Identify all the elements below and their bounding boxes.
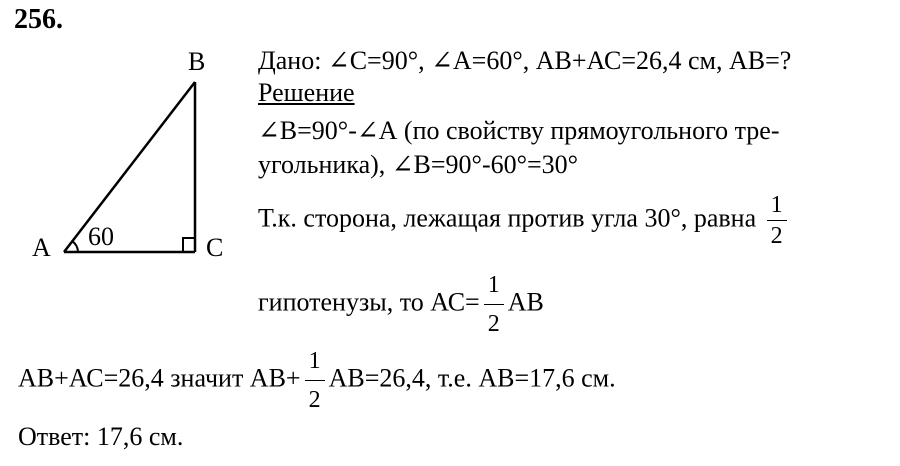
vertex-a-label: A	[32, 233, 51, 262]
solution-line-3	[258, 192, 791, 249]
vertex-b-label: B	[188, 47, 206, 76]
side-ab	[64, 82, 195, 252]
triangle-figure	[0, 0, 250, 280]
solution-line-3-text: Т.к. сторона, лежащая против угла 30°, равна	[258, 203, 757, 233]
problem-number: 256.	[14, 4, 63, 35]
solution-line-1: ∠В=90°-∠А (по свойству прямоугольного тре-	[258, 116, 780, 145]
fraction-one-half-3	[305, 348, 325, 413]
given-line: Дано: ∠С=90°, ∠А=60°, АВ+АС=26,4 см, АВ=?	[258, 46, 792, 75]
right-angle-mark	[183, 238, 195, 252]
angle-arc-a	[72, 241, 78, 252]
solution-line-4-text: гипотенузы, то АС=	[258, 287, 480, 317]
fraction-denominator: 2	[770, 223, 783, 249]
solution-line-4-end: АВ	[507, 287, 544, 317]
solution-line-2: угольника), ∠В=90°-60°=30°	[258, 150, 579, 179]
angle-60-label: 60	[88, 222, 114, 251]
fraction-denominator: 2	[487, 311, 500, 337]
fraction-numerator: 1	[767, 192, 787, 221]
solution-line-4	[258, 272, 544, 337]
fraction-denominator: 2	[308, 387, 321, 413]
solution-line-5-text: АВ+АС=26,4 значит АВ+	[18, 363, 301, 393]
vertex-c-label: C	[206, 233, 224, 262]
solution-line-5	[18, 348, 616, 413]
fraction-numerator: 1	[484, 272, 504, 305]
fraction-one-half-1	[767, 192, 787, 249]
fraction-numerator: 1	[305, 348, 325, 381]
solution-line-5-end: АВ=26,4, т.е. АВ=17,6 см.	[328, 363, 616, 393]
answer-line: Ответ: 17,6 см.	[18, 422, 184, 451]
fraction-one-half-2	[484, 272, 504, 337]
solution-heading: Решение	[258, 78, 355, 107]
